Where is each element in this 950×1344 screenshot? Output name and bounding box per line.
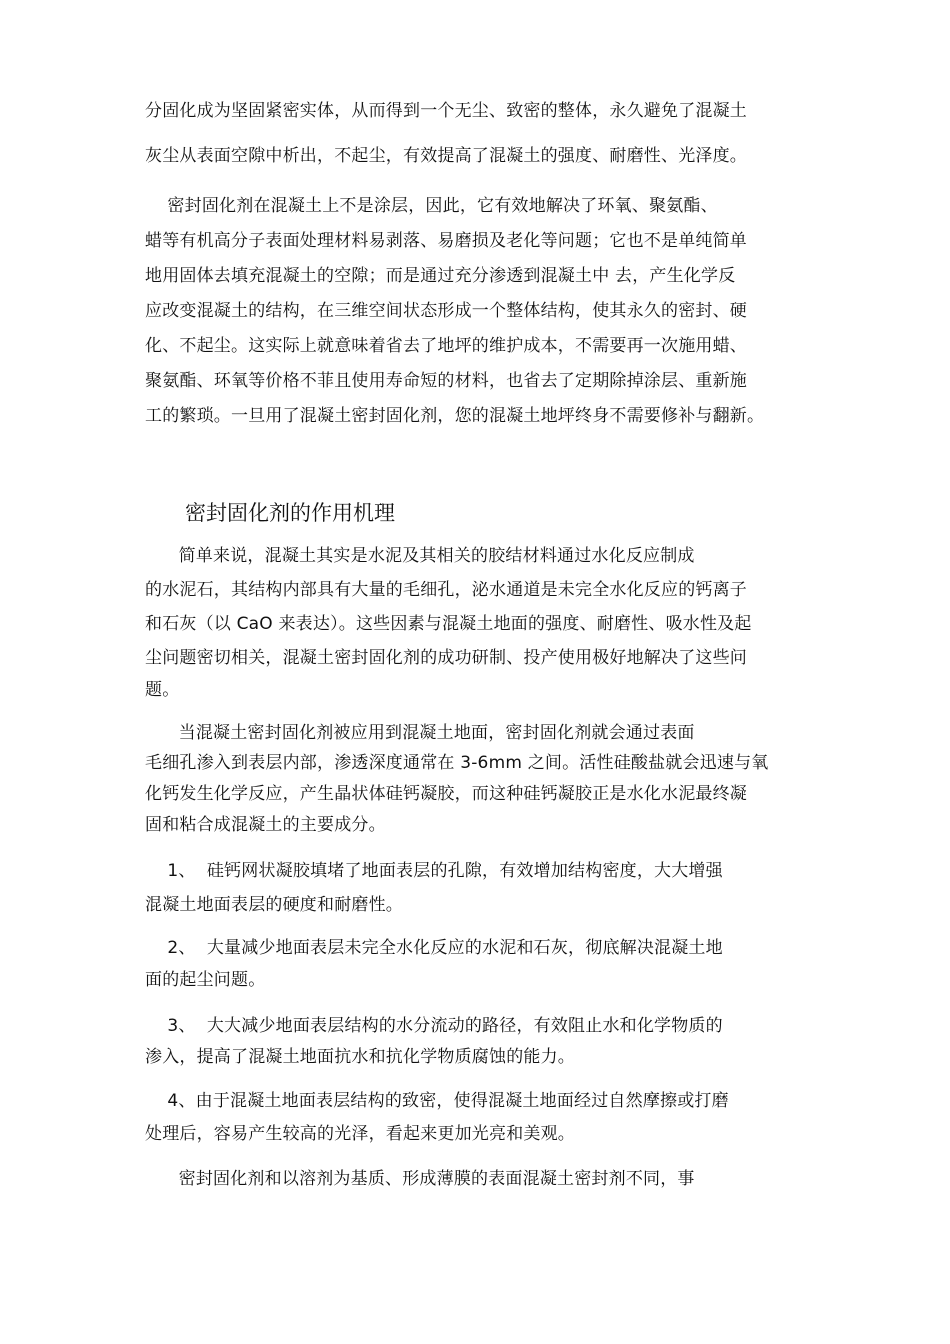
list-item: 2、 大量减少地面表层未完全水化反应的水泥和石灰，彻底解决混凝土地 xyxy=(145,938,723,958)
list-item: 渗入，提高了混凝土地面抗水和抗化学物质腐蚀的能力。 xyxy=(145,1047,575,1067)
section-heading: 密封固化剂的作用机理 xyxy=(185,501,395,525)
list-item: 混凝土地面表层的硬度和耐磨性。 xyxy=(145,895,403,915)
text-line: 的水泥石，其结构内部具有大量的毛细孔，泌水通道是未完全水化反应的钙离子 xyxy=(145,580,747,600)
text-line: 和石灰（以 CaO 来表达）。这些因素与混凝土地面的强度、耐磨性、吸水性及起 xyxy=(145,614,752,634)
list-item: 4、由于混凝土地面表层结构的致密，使得混凝土地面经过自然摩擦或打磨 xyxy=(145,1091,729,1111)
list-item: 面的起尘问题。 xyxy=(145,970,266,990)
text-line: 蜡等有机高分子表面处理材料易剥落、易磨损及老化等问题；它也不是单纯简单 xyxy=(145,231,747,251)
text-line: 简单来说，混凝土其实是水泥及其相关的胶结材料通过水化反应制成 xyxy=(145,546,695,566)
list-item: 1、 硅钙网状凝胶填堵了地面表层的孔隙，有效增加结构密度，大大增强 xyxy=(145,861,723,881)
list-item: 处理后，容易产生较高的光泽，看起来更加光亮和美观。 xyxy=(145,1124,575,1144)
text-line: 毛细孔渗入到表层内部，渗透深度通常在 3-6mm 之间。活性硅酸盐就会迅速与氧 xyxy=(145,753,769,773)
text-line: 化、不起尘。这实际上就意味着省去了地坪的维护成本，不需要再一次施用蜡、 xyxy=(145,336,747,356)
text-line: 尘问题密切相关，混凝土密封固化剂的成功研制、投产使用极好地解决了这些问 xyxy=(145,648,747,668)
text-line: 分固化成为坚固紧密实体，从而得到一个无尘、致密的整体，永久避免了混凝土 xyxy=(145,101,747,121)
list-item: 3、 大大减少地面表层结构的水分流动的路径，有效阻止水和化学物质的 xyxy=(145,1016,723,1036)
text-line: 工的繁琐。一旦用了混凝土密封固化剂，您的混凝土地坪终身不需要修补与翻新。 xyxy=(145,406,765,426)
text-line: 化钙发生化学反应，产生晶状体硅钙凝胶，而这种硅钙凝胶正是水化水泥最终凝 xyxy=(145,784,747,804)
text-line: 题。 xyxy=(145,680,180,700)
text-line: 密封固化剂在混凝土上不是涂层，因此，它有效地解决了环氧、聚氨酯、 xyxy=(145,196,718,216)
text-line: 地用固体去填充混凝土的空隙；而是通过充分渗透到混凝土中 去，产生化学反 xyxy=(145,266,736,286)
text-line: 固和粘合成混凝土的主要成分。 xyxy=(145,815,386,835)
text-line: 聚氨酯、环氧等价格不菲且使用寿命短的材料，也省去了定期除掉涂层、重新施 xyxy=(145,371,747,391)
text-line: 当混凝土密封固化剂被应用到混凝土地面，密封固化剂就会通过表面 xyxy=(145,723,695,743)
text-line: 灰尘从表面空隙中析出，不起尘，有效提高了混凝土的强度、耐磨性、光泽度。 xyxy=(145,146,747,166)
text-line: 密封固化剂和以溶剂为基质、形成薄膜的表面混凝土密封剂不同，事 xyxy=(145,1169,695,1189)
text-line: 应改变混凝土的结构，在三维空间状态形成一个整体结构，使其永久的密封、硬 xyxy=(145,301,747,321)
